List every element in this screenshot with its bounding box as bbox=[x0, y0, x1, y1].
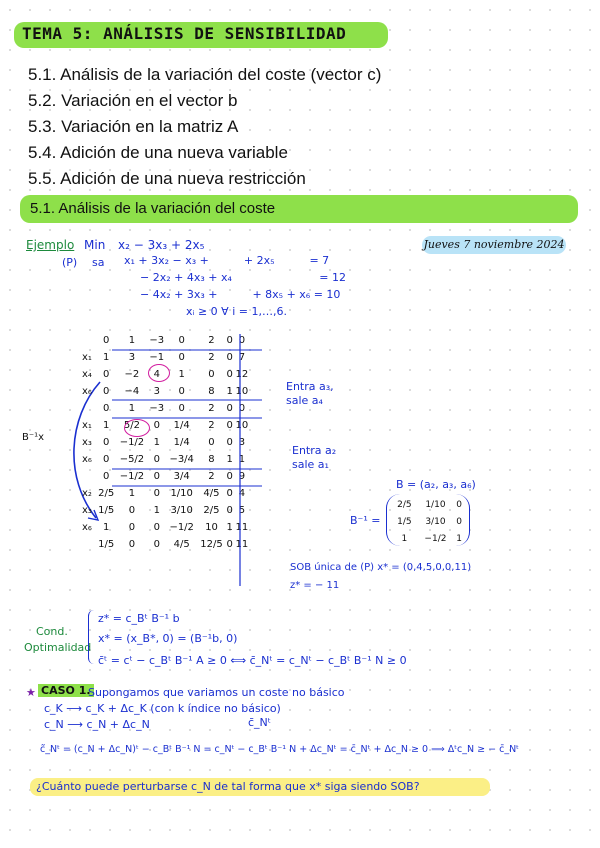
tableau-cell: 12 bbox=[235, 369, 249, 380]
pivot-note-2 bbox=[292, 444, 336, 472]
tableau-row-label bbox=[82, 332, 96, 349]
tableau-cell: 10 bbox=[205, 522, 218, 533]
tableau-row-label: x₁ bbox=[82, 352, 92, 363]
tableau-cell: 3/4 bbox=[173, 471, 190, 482]
tableau-cell: 0 bbox=[226, 471, 233, 482]
tableau-cell: 5 bbox=[238, 505, 246, 516]
tableau-row bbox=[82, 502, 250, 519]
tableau-row-label: x₃ bbox=[82, 505, 92, 516]
tableau-cell: 0 bbox=[226, 539, 233, 550]
tableau-cell: 1 bbox=[128, 335, 136, 346]
binv-cell: 0 bbox=[456, 516, 462, 527]
tableau-cell: 3 bbox=[238, 437, 246, 448]
tableau-cell: 1 bbox=[178, 369, 185, 380]
tableau-cell: 10 bbox=[235, 420, 249, 431]
tableau-row bbox=[82, 451, 250, 468]
toc-item: 5.1. Análisis de la variación del coste (vector c) bbox=[28, 65, 382, 84]
tableau-cell: 1 bbox=[153, 437, 160, 448]
tableau-cell: 7 bbox=[238, 352, 246, 363]
pivot-note-1 bbox=[286, 380, 334, 408]
tableau-cell: −1/2 bbox=[169, 522, 194, 533]
tableau-cell: 0 bbox=[226, 352, 233, 363]
tableau-cell: 0 bbox=[238, 403, 246, 414]
binv-cell: −1/2 bbox=[424, 533, 447, 544]
tableau-cell: 1 bbox=[153, 505, 160, 516]
tableau-cell: 0 bbox=[178, 403, 185, 414]
pivot-note-2-line: Entra a₂ bbox=[292, 444, 337, 457]
tableau-cell: 4 bbox=[238, 488, 246, 499]
example-label: Ejemplo bbox=[26, 238, 75, 252]
tableau-cell: 0 bbox=[128, 505, 136, 516]
star-icon: ★ bbox=[26, 686, 36, 699]
optimality-line-1: z* = c_Bᵗ B⁻¹ b bbox=[98, 612, 180, 625]
pivot-note-1-line: sale a₄ bbox=[286, 394, 323, 407]
binv-x-label: B⁻¹x bbox=[22, 432, 45, 443]
tableau-cell: 2/5 bbox=[98, 488, 115, 499]
binv-cell: 1 bbox=[456, 533, 462, 544]
caso1-line-2: c_N ⟶ c_N + Δc_N bbox=[44, 718, 150, 731]
tableau-row bbox=[82, 383, 250, 400]
tableau-cell: 0 bbox=[226, 403, 233, 414]
min-label: Min bbox=[84, 238, 106, 252]
tableau-cell: 0 bbox=[226, 369, 233, 380]
tableau-cell: 1 bbox=[128, 403, 136, 414]
tableau-cell: 1/5 bbox=[98, 505, 115, 516]
tableau-cell: −3 bbox=[149, 335, 165, 346]
binv-row bbox=[392, 513, 464, 530]
tableau-cell: 0 bbox=[103, 454, 110, 465]
tableau-cell: −3/4 bbox=[169, 454, 194, 465]
caso1-equation: c̃_Nᵗ = (c_N + Δc_N)ᵗ − c_Bᵗ B⁻¹ N = c_Nᵗ − c_Bᵗ B⁻¹ N + Δc_Nᵗ = c̄_Nᵗ + Δc_N ≥ 0 ⟹ Δᵗc_N ≥ − c̄_Nᵗ bbox=[40, 744, 519, 755]
tableau-cell: 0 bbox=[226, 335, 233, 346]
tableau-cell: 10 bbox=[235, 386, 249, 397]
tableau-row-label: x₆ bbox=[82, 386, 92, 397]
tableau-cell: 0 bbox=[103, 335, 110, 346]
caso1-label: CASO 1. bbox=[38, 684, 94, 697]
tableau-cell: 3/10 bbox=[170, 505, 193, 516]
tableau-cell: 4/5 bbox=[203, 488, 220, 499]
tableau-cell: 12/5 bbox=[200, 539, 223, 550]
tableau-cell: 5/2 bbox=[123, 420, 140, 431]
tableau-cell: 1 bbox=[226, 454, 233, 465]
tableau-cell: 0 bbox=[208, 437, 215, 448]
pivot-note-1-line: Entra a₃, bbox=[286, 380, 334, 393]
toc-item: 5.2. Variación en el vector b bbox=[28, 91, 238, 110]
tableau-cell: 2 bbox=[208, 471, 215, 482]
binv-name: B⁻¹ = bbox=[350, 514, 381, 527]
tableau-cell: 0 bbox=[178, 335, 185, 346]
tableau-cell: −5/2 bbox=[119, 454, 145, 465]
tableau-cell: 8 bbox=[208, 386, 215, 397]
pivot-circle-1 bbox=[148, 364, 170, 382]
constraint-1: x₁ + 3x₂ − x₃ + + 2x₅ = 7 bbox=[124, 254, 330, 267]
tableau-cell: 0 bbox=[208, 369, 215, 380]
tableau-cell: 0 bbox=[153, 522, 160, 533]
binv-row bbox=[392, 530, 464, 547]
tableau-cell: 1 bbox=[128, 488, 136, 499]
tableau-row bbox=[82, 417, 250, 434]
optimality-line-3: c̄ᵗ = cᵗ − c_Bᵗ B⁻¹ A ≥ 0 ⟺ c̄_Nᵗ = c_Nᵗ − c_Bᵗ B⁻¹ N ≥ 0 bbox=[98, 654, 407, 667]
table-of-contents bbox=[28, 62, 381, 192]
tableau-cell: 1/10 bbox=[170, 488, 193, 499]
tableau-cell: −3 bbox=[149, 403, 165, 414]
tableau-cell: 0 bbox=[153, 488, 160, 499]
objective: x₂ − 3x₃ + 2x₅ bbox=[118, 238, 205, 252]
tableau-row-label bbox=[82, 468, 96, 485]
tableau-cell: 0 bbox=[103, 369, 110, 380]
date-badge: Jueves 7 noviembre 2024 bbox=[422, 236, 566, 254]
tableau-cell: 3 bbox=[128, 352, 136, 363]
tableau-row-label: x₂ bbox=[82, 488, 92, 499]
tableau-cell: −4 bbox=[124, 386, 140, 397]
binv-cell: 1/5 bbox=[397, 516, 412, 527]
toc-item: 5.4. Adición de una nueva variable bbox=[28, 143, 288, 162]
question-text: ¿Cuánto puede perturbarse c_N de tal forma que x* siga siendo SOB? bbox=[36, 780, 420, 793]
binv-cell: 3/10 bbox=[425, 516, 446, 527]
tableau-cell: 2 bbox=[208, 420, 215, 431]
tableau-cell: 2 bbox=[208, 335, 215, 346]
tableau-row bbox=[82, 434, 250, 451]
tableau-row-label: x₄ bbox=[82, 369, 92, 380]
tableau-cell: 11 bbox=[235, 539, 249, 550]
tableau-cell: 0 bbox=[103, 403, 110, 414]
tableau-cell: 0 bbox=[103, 437, 110, 448]
constraint-2: − 2x₂ + 4x₃ + x₄ = 12 bbox=[140, 271, 347, 284]
page-title: TEMA 5: ANÁLISIS DE SENSIBILIDAD bbox=[22, 24, 347, 43]
tableau-cell: 0 bbox=[226, 488, 233, 499]
overbrace-label: c̄_Nᵗ bbox=[248, 716, 272, 729]
binv-matrix-values bbox=[392, 496, 464, 547]
optimality-line-2: x* = (x_B*, 0) = (B⁻¹b, 0) bbox=[98, 632, 238, 645]
optimality-label-1: Cond. bbox=[36, 625, 68, 638]
tableau-cell: 1/4 bbox=[173, 420, 190, 431]
tableau-cell: 0 bbox=[226, 437, 233, 448]
tableau-cell: −2 bbox=[124, 369, 140, 380]
tableau-cell: 1 bbox=[238, 454, 246, 465]
optimality-brace bbox=[88, 610, 95, 664]
optimality-label-2: Optimalidad bbox=[24, 641, 92, 654]
tableau-cell: 4/5 bbox=[173, 539, 190, 550]
tableau-cell: 0 bbox=[153, 454, 160, 465]
tableau-row bbox=[82, 536, 250, 553]
tableau-cell: 1 bbox=[226, 522, 233, 533]
tableau-row bbox=[82, 519, 250, 536]
binv-cell: 2/5 bbox=[397, 499, 412, 510]
tableau-cell: 0 bbox=[103, 471, 110, 482]
tableau-cell: 8 bbox=[208, 454, 215, 465]
tableau-cell: 0 bbox=[103, 386, 110, 397]
caso1-line-1: c_K ⟶ c_K + Δc_K (con k índice no básico) bbox=[44, 702, 281, 715]
tableau-row bbox=[82, 485, 250, 502]
tableau-row bbox=[82, 349, 250, 366]
binv-cell: 0 bbox=[456, 499, 462, 510]
tableau-cell: 0 bbox=[178, 386, 185, 397]
tableau-cell: 1/5 bbox=[98, 539, 115, 550]
binv-row bbox=[392, 496, 464, 513]
tableau-cell: −1/2 bbox=[119, 437, 145, 448]
tableau-cell: 11 bbox=[235, 522, 249, 533]
toc-item: 5.3. Variación en la matriz A bbox=[28, 117, 239, 136]
nonnegativity: xᵢ ≥ 0 ∀ i = 1,…,6. bbox=[186, 305, 287, 318]
tableau-cell: 0 bbox=[226, 505, 233, 516]
tableau-row bbox=[82, 332, 250, 349]
tableau-row-label: x₆ bbox=[82, 454, 92, 465]
tableau-cell: 0 bbox=[178, 352, 185, 363]
tableau-cell: 9 bbox=[238, 471, 246, 482]
tableau-cell: 0 bbox=[238, 335, 246, 346]
tableau-row-label: x₁ bbox=[82, 420, 92, 431]
caso1-text: Supongamos que variamos un coste no básico bbox=[88, 686, 345, 699]
toc-item: 5.5. Adición de una nueva restricción bbox=[28, 169, 306, 188]
tableau-cell: 0 bbox=[128, 539, 136, 550]
zstar-line: z* = − 11 bbox=[290, 580, 340, 591]
tableau-row bbox=[82, 468, 250, 485]
tableau-cell: 1 bbox=[226, 386, 233, 397]
tableau-cell: 0 bbox=[153, 539, 160, 550]
tableau-cell: 1 bbox=[103, 352, 110, 363]
solution-line: SOB única de (P) x* = (0,4,5,0,0,11) bbox=[290, 562, 472, 573]
constraint-3: − 4x₂ + 3x₃ + + 8x₅ + x₆ = 10 bbox=[140, 288, 341, 301]
tableau-row bbox=[82, 400, 250, 417]
tableau-row-label bbox=[82, 400, 96, 417]
tableau-cell: 1/4 bbox=[173, 437, 190, 448]
pivot-circle-2 bbox=[124, 419, 150, 437]
tableau-cell: −1 bbox=[149, 352, 165, 363]
tableau-cell: 3 bbox=[153, 386, 160, 397]
tableau-cell: −1/2 bbox=[119, 471, 145, 482]
tableau-cell: 0 bbox=[128, 522, 136, 533]
sa-label: sa bbox=[92, 256, 105, 269]
tableau-cell: 2/5 bbox=[203, 505, 220, 516]
tableau-row-label: x₆ bbox=[82, 522, 92, 533]
tableau-cell: 1 bbox=[103, 420, 110, 431]
tableau-row-label bbox=[82, 536, 96, 553]
pivot-note-2-line: sale a₁ bbox=[292, 458, 329, 471]
tableau-cell: 4 bbox=[153, 369, 160, 380]
tableau-cell: 2 bbox=[208, 352, 215, 363]
problem-label: (P) bbox=[62, 256, 78, 269]
tableau-cell: 0 bbox=[153, 420, 160, 431]
basis: B = (a₂, a₃, a₆) bbox=[396, 478, 476, 491]
tableau-cell: 2 bbox=[208, 403, 215, 414]
tableau-cell: 0 bbox=[226, 420, 233, 431]
binv-cell: 1/10 bbox=[425, 499, 446, 510]
binv-cell: 1 bbox=[401, 533, 408, 544]
tableau-row-label: x₃ bbox=[82, 437, 92, 448]
tableau-cell: 0 bbox=[153, 471, 160, 482]
tableau-cell: 1 bbox=[103, 522, 110, 533]
section-title: 5.1. Análisis de la variación del coste bbox=[30, 200, 276, 217]
